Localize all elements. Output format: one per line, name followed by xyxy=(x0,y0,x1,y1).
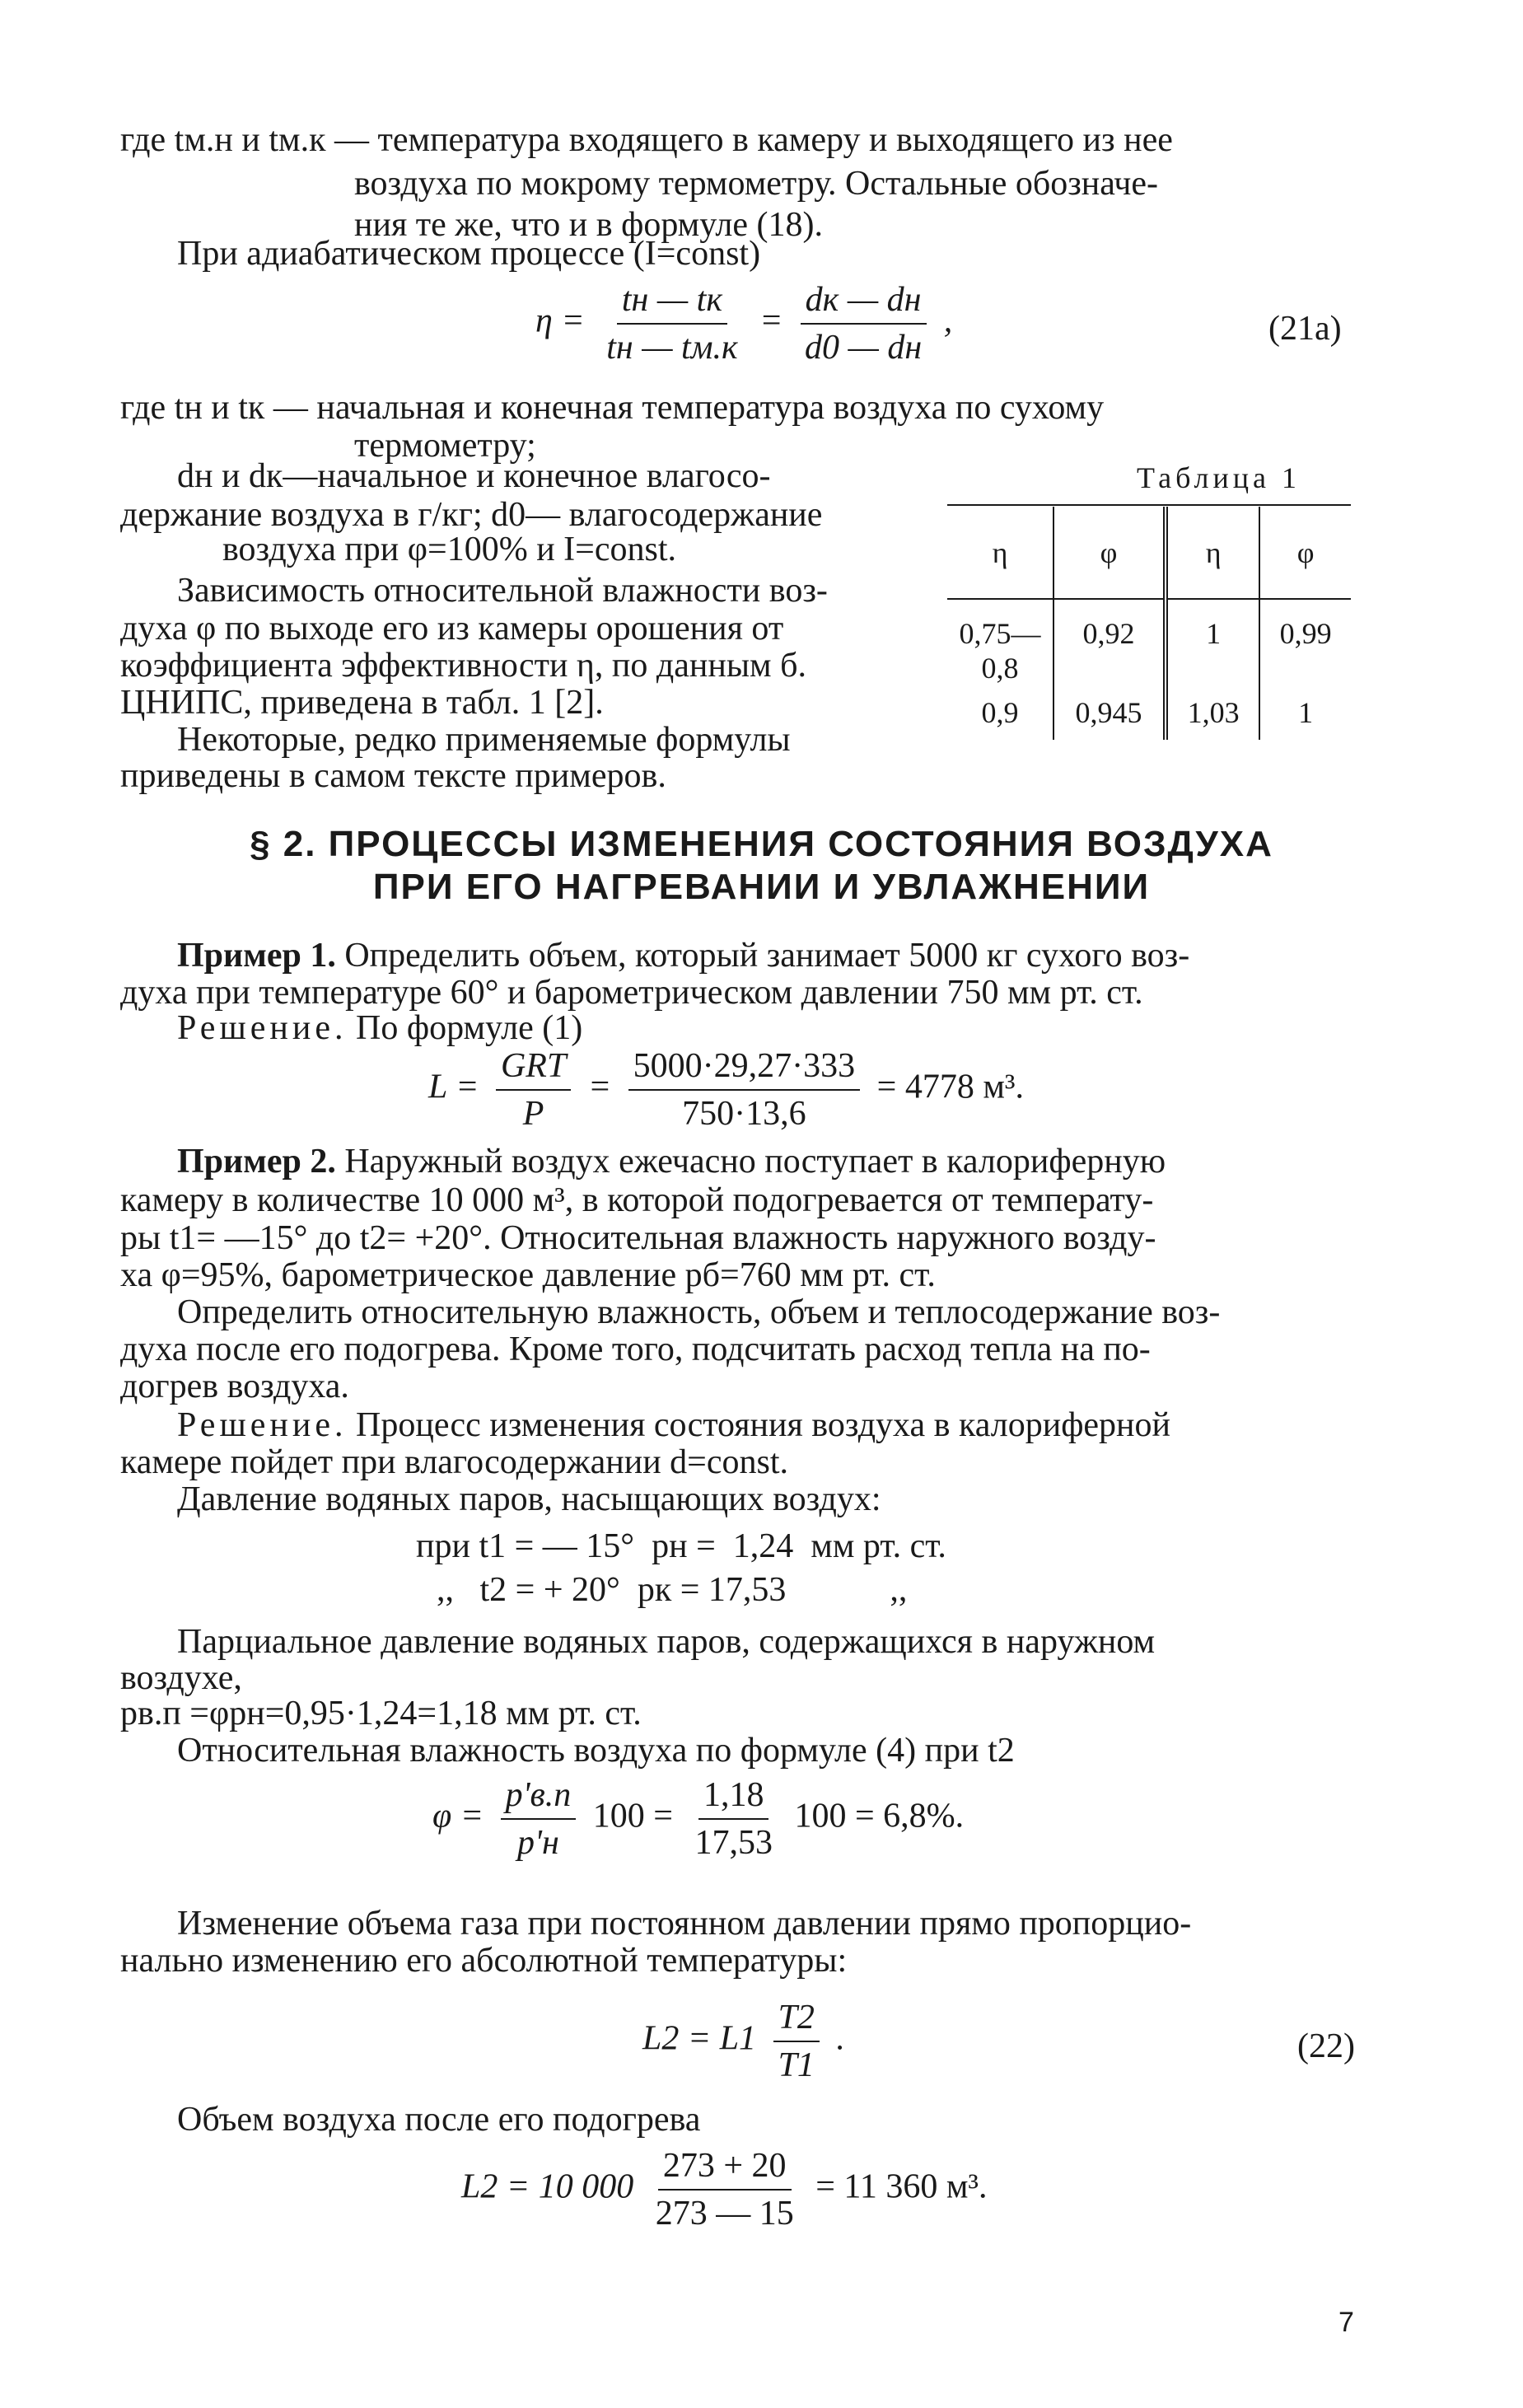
example-1-text-1: Определить объем, который занимает 5000 кг сухого воз- xyxy=(335,937,1190,975)
section-title-line-1: § 2. ПРОЦЕССЫ ИЗМЕНЕНИЯ СОСТОЯНИЯ ВОЗДУХА xyxy=(250,824,1273,864)
formula-l2-lhs: L2 = 10 000 xyxy=(461,2167,634,2206)
formula-21a-den-1: tн — tм.к xyxy=(606,329,738,367)
defs-line-10: Некоторые, редко применяемые формулы xyxy=(177,721,791,759)
example-2-solution-1 xyxy=(177,1405,1170,1446)
example-2-line-2: камеру в количестве 10 000 м³, в которой подогревается от температу- xyxy=(120,1181,1154,1219)
formula-21a-num-1: tн — tк xyxy=(617,280,727,325)
defs-line-6: Зависимость относительной влажности воз- xyxy=(177,572,828,610)
table-1-top-rule xyxy=(947,504,1351,506)
formula-phi-num-2: 1,18 xyxy=(698,1775,769,1820)
formula-phi-result: 100 = 6,8%. xyxy=(794,1797,965,1835)
formula-21a-num-2: dк — dн xyxy=(801,280,927,325)
formula-1-den-1: P xyxy=(522,1095,544,1133)
table-1-header-phi-1: φ xyxy=(1053,507,1166,599)
formula-1-den-2: 750·13,6 xyxy=(682,1095,806,1133)
formula-21a-den-2: d0 — dн xyxy=(805,329,923,367)
formula-phi-mid: 100 = xyxy=(592,1797,673,1835)
table-cell: 0,92 xyxy=(1053,599,1166,690)
example-2-line-5: Определить относительную влажность, объем и теплосодержание воз- xyxy=(177,1293,1221,1331)
defs-line-8: коэффициента эффективности η, по данным б. xyxy=(120,647,806,685)
formula-1-num-1: GRT xyxy=(496,1046,571,1091)
example-2-solution-2: камере пойдет при влагосодержании d=const. xyxy=(120,1443,789,1481)
volume-line-2: нально изменению его абсолютной температуры: xyxy=(120,1942,848,1980)
example-2-solution-3: Давление водяных паров, насыщающих воздух: xyxy=(177,1480,881,1518)
formula-l2 xyxy=(461,2146,988,2233)
intro-line-1: где tм.н и tм.к — температура входящего в камеру и выходящего из нее xyxy=(120,121,1173,159)
table-1-caption: Таблица 1 xyxy=(1137,461,1301,494)
formula-phi xyxy=(432,1775,964,1863)
table-1-header-eta-2: η xyxy=(1166,507,1259,599)
formula-22-lhs: L2 = L1 xyxy=(642,2019,757,2058)
example-1-solution-label: Решение. xyxy=(177,1009,348,1047)
intro-line-3: ния те же, что и в формуле (18). xyxy=(354,206,823,244)
table-1 xyxy=(947,507,1351,740)
relative-humidity-line: Относительная влажность воздуха по формуле (4) при t2 xyxy=(177,1732,1015,1770)
formula-22-tail: . xyxy=(836,2019,845,2058)
section-title-line-2: ПРИ ЕГО НАГРЕВАНИИ И УВЛАЖНЕНИИ xyxy=(372,867,1151,907)
example-2-label: Пример 2. xyxy=(177,1143,336,1181)
formula-l2-den: 273 — 15 xyxy=(655,2195,794,2233)
table-cell: 1,03 xyxy=(1166,690,1259,740)
formula-22-frac xyxy=(773,1998,820,2085)
table-1-header-row xyxy=(947,507,1351,599)
example-1-line-2: духа при температуре 60° и барометрическом давлении 750 мм рт. ст. xyxy=(120,974,1143,1012)
formula-1-eq: = xyxy=(587,1068,612,1106)
formula-21a-frac-2 xyxy=(800,280,927,367)
example-1-solution-text: По формуле (1) xyxy=(347,1009,583,1047)
formula-1-lhs: L = xyxy=(428,1068,479,1106)
defs-line-9: ЦНИПС, приведена в табл. 1 [2]. xyxy=(120,684,604,722)
formula-1-num-2: 5000·29,27·333 xyxy=(628,1046,860,1091)
intro-line-4: При адиабатическом процессе (I=const) xyxy=(177,235,761,273)
formula-22-num: T2 xyxy=(773,1998,820,2042)
formula-22-den: T1 xyxy=(778,2046,815,2084)
defs-line-4: держание воздуха в г/кг; d0— влагосодержание xyxy=(120,496,823,534)
table-row xyxy=(947,599,1351,690)
defs-line-5: воздуха при φ=100% и I=const. xyxy=(222,531,677,568)
pressure-line-1: при t1 = — 15° pн = 1,24 мм рт. ст. xyxy=(416,1527,946,1565)
table-cell: 1 xyxy=(1166,599,1259,690)
formula-1 xyxy=(428,1046,1024,1134)
formula-1-frac-1 xyxy=(496,1046,571,1134)
partial-line-3: pв.п =φpн=0,95·1,24=1,18 мм рт. ст. xyxy=(120,1695,642,1732)
defs-line-7: духа φ по выходе его из камеры орошения от xyxy=(120,610,784,648)
example-1-line-1 xyxy=(177,935,1189,976)
example-1-label: Пример 1. xyxy=(177,937,336,975)
formula-22-number: (22) xyxy=(1297,2027,1355,2065)
formula-phi-lhs: φ = xyxy=(432,1797,484,1835)
table-cell: 0,945 xyxy=(1053,690,1166,740)
formula-phi-den-1: p'н xyxy=(517,1824,559,1862)
defs-line-2: термометру; xyxy=(354,427,536,465)
pressure-line-2: ,, t2 = + 20° pк = 17,53 ,, xyxy=(437,1571,908,1609)
example-2-line-3: ры t1= —15° до t2= +20°. Относительная влажность наружного возду- xyxy=(120,1219,1156,1257)
example-2-text-1: Наружный воздух ежечасно поступает в калориферную xyxy=(335,1143,1166,1181)
formula-1-result: = 4778 м³. xyxy=(876,1068,1024,1106)
formula-21a-eq: = xyxy=(759,302,783,340)
formula-phi-den-2: 17,53 xyxy=(694,1824,773,1862)
table-cell: 1 xyxy=(1298,696,1314,729)
formula-l2-frac xyxy=(651,2146,799,2233)
table-row xyxy=(947,690,1351,740)
formula-l2-result: = 11 360 м³. xyxy=(815,2167,988,2206)
example-2-line-1 xyxy=(177,1141,1166,1182)
table-1-header-eta-1: η xyxy=(947,507,1053,599)
defs-line-3: dн и dк—начальное и конечное влагосо- xyxy=(177,457,771,495)
formula-l2-num: 273 + 20 xyxy=(658,2146,792,2191)
example-2-line-4: ха φ=95%, барометрическое давление pб=760 мм рт. ст. xyxy=(120,1256,936,1294)
formula-phi-frac-1 xyxy=(501,1775,577,1863)
defs-line-11: приведены в самом тексте примеров. xyxy=(120,757,666,795)
example-2-solution-text: Процесс изменения состояния воздуха в калориферной xyxy=(347,1406,1170,1444)
example-2-solution-label: Решение. xyxy=(177,1406,348,1444)
table-cell: 0,75—0,8 xyxy=(947,599,1053,690)
table-cell: 0,9 xyxy=(947,690,1053,740)
formula-21a xyxy=(535,280,952,367)
partial-line-1: Парциальное давление водяных паров, содержащихся в наружном xyxy=(177,1623,1156,1661)
formula-21a-tail: , xyxy=(943,302,953,340)
partial-line-2: воздухе, xyxy=(120,1659,242,1697)
table-cell: 0,99 xyxy=(1279,617,1332,650)
intro-line-2: воздуха по мокрому термометру. Остальные обозначе- xyxy=(354,165,1158,203)
formula-phi-num-1: p'в.п xyxy=(501,1775,577,1820)
volume-line-1: Изменение объема газа при постоянном давлении прямо пропорцио- xyxy=(177,1905,1192,1943)
formula-22 xyxy=(642,1998,845,2085)
after-heating-line: Объем воздуха после его подогрева xyxy=(177,2101,701,2139)
formula-1-frac-2 xyxy=(628,1046,860,1134)
example-1-solution xyxy=(177,1008,582,1049)
formula-phi-frac-2 xyxy=(689,1775,778,1863)
table-1-header-phi-2: φ xyxy=(1296,535,1315,569)
example-2-line-7: догрев воздуха. xyxy=(120,1368,349,1405)
defs-line-1: где tн и tк — начальная и конечная температура воздуха по сухому xyxy=(120,389,1105,427)
formula-21a-number: (21а) xyxy=(1268,310,1342,348)
example-2-line-6: духа после его подогрева. Кроме того, подсчитать расход тепла на по- xyxy=(120,1330,1151,1368)
formula-21a-frac-1 xyxy=(601,280,742,367)
formula-21a-lhs: η = xyxy=(535,302,585,340)
page-number: 7 xyxy=(1338,2307,1354,2338)
